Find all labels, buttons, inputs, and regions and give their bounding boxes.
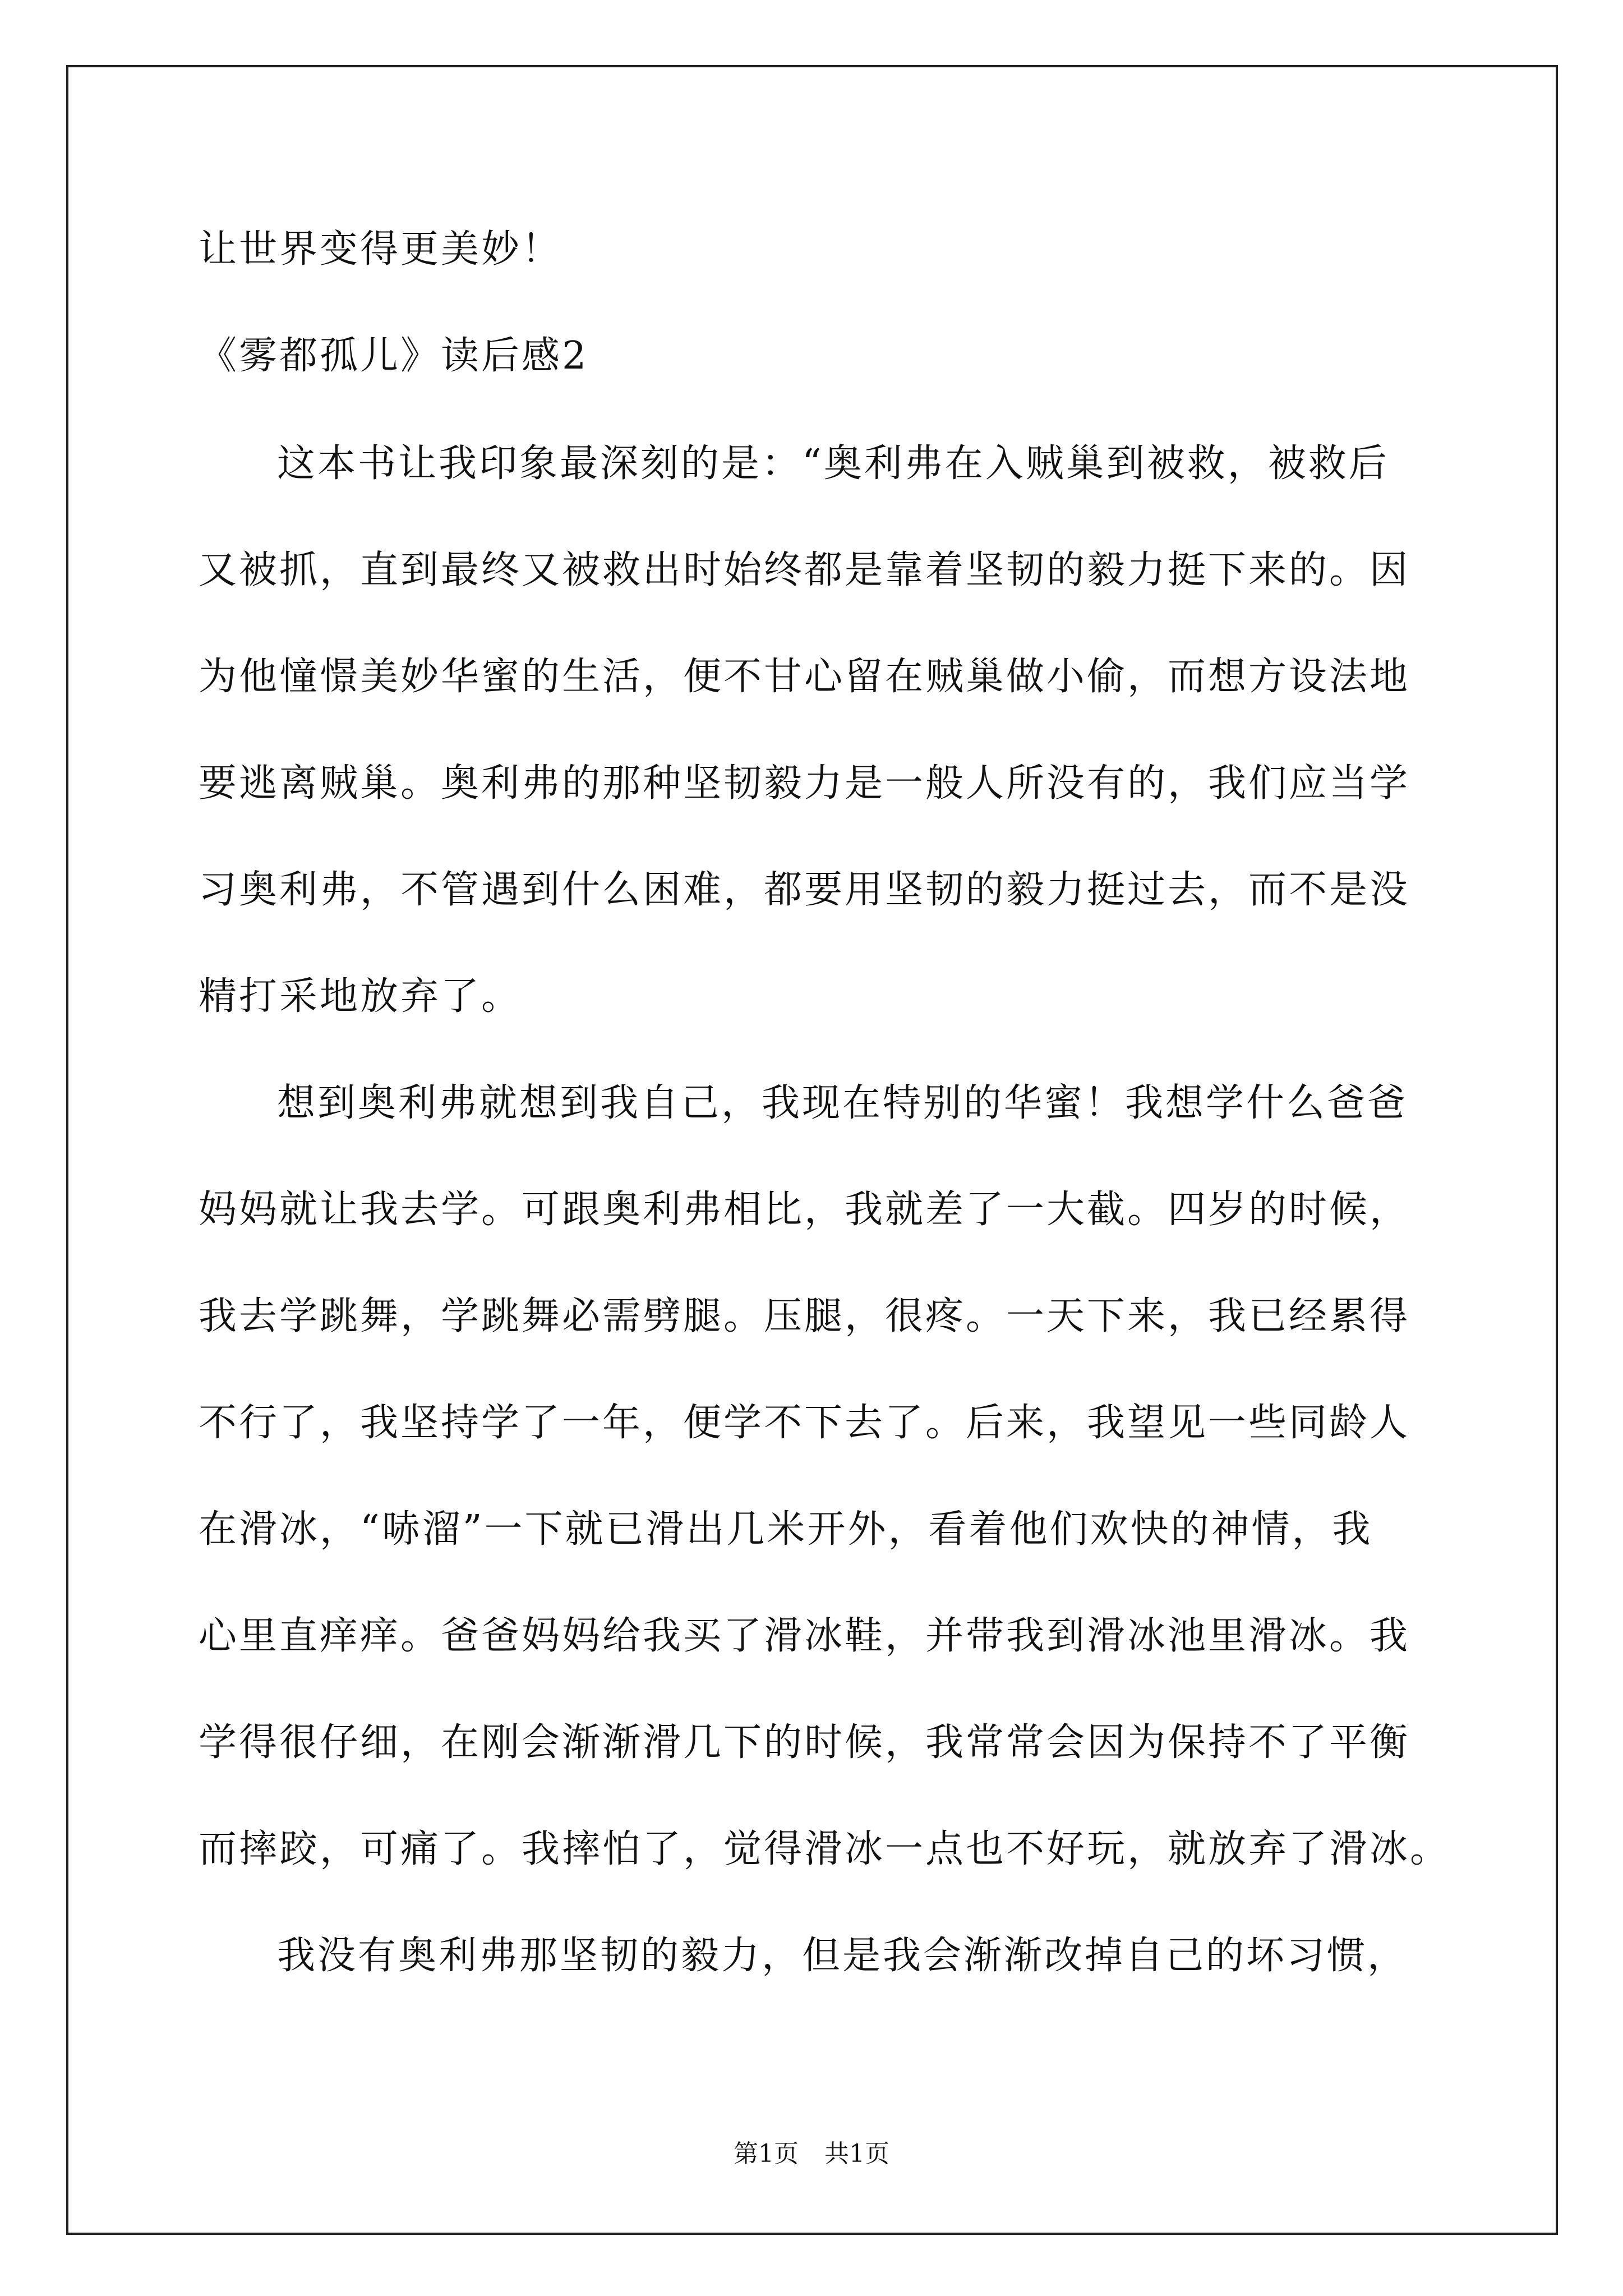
page-border <box>66 65 1558 2235</box>
paragraph-line: 精打采地放弃了。 <box>199 974 522 1019</box>
paragraph-line: 而摔跤，可痛了。我摔怕了，觉得滑冰一点也不好玩，就放弃了滑冰。 <box>199 1827 1451 1871</box>
paragraph-line: 为他憧憬美妙华蜜的生活，便不甘心留在贼巢做小偷，而想方设法地 <box>199 655 1410 699</box>
page-footer <box>0 2138 1623 2170</box>
paragraph-line: 又被抓，直到最终又被救出时始终都是靠着坚韧的毅力挺下来的。因 <box>199 548 1410 592</box>
section-title: 《雾都孤儿》读后感2 <box>199 334 589 378</box>
paragraph-line: 习奥利弗，不管遇到什么困难，都要用坚韧的毅力挺过去，而不是没 <box>199 868 1410 912</box>
page-number-current: 第1页 <box>734 2139 799 2168</box>
paragraph-line: 心里直痒痒。爸爸妈妈给我买了滑冰鞋，并带我到滑冰池里滑冰。我 <box>199 1614 1410 1658</box>
paragraph-line: 学得很仔细，在刚会渐渐滑几下的时候，我常常会因为保持不了平衡 <box>199 1720 1410 1765</box>
paragraph-line: 想到奥利弗就想到我自己，我现在特别的华蜜！我想学什么爸爸 <box>277 1081 1408 1125</box>
page-number-total: 共1页 <box>824 2139 889 2168</box>
text-line: 让世界变得更美妙！ <box>199 227 562 272</box>
paragraph-line: 不行了，我坚持学了一年，便学不下去了。后来，我望见一些同龄人 <box>199 1401 1410 1445</box>
paragraph-line: 这本书让我印象最深刻的是：“奥利弗在入贼巢到被救，被救后 <box>277 441 1389 486</box>
paragraph-line: 要逃离贼巢。奥利弗的那种坚韧毅力是一般人所没有的，我们应当学 <box>199 761 1410 806</box>
paragraph-line: 在滑冰，“哧溜”一下就已滑出几米开外，看着他们欢快的神情，我 <box>199 1507 1373 1552</box>
paragraph-line: 妈妈就让我去学。可跟奥利弗相比，我就差了一大截。四岁的时候， <box>199 1188 1410 1232</box>
paragraph-line: 我没有奥利弗那坚韧的毅力，但是我会渐渐改掉自己的坏习惯， <box>277 1934 1408 1978</box>
paragraph-line: 我去学跳舞，学跳舞必需劈腿。压腿，很疼。一天下来，我已经累得 <box>199 1294 1410 1338</box>
